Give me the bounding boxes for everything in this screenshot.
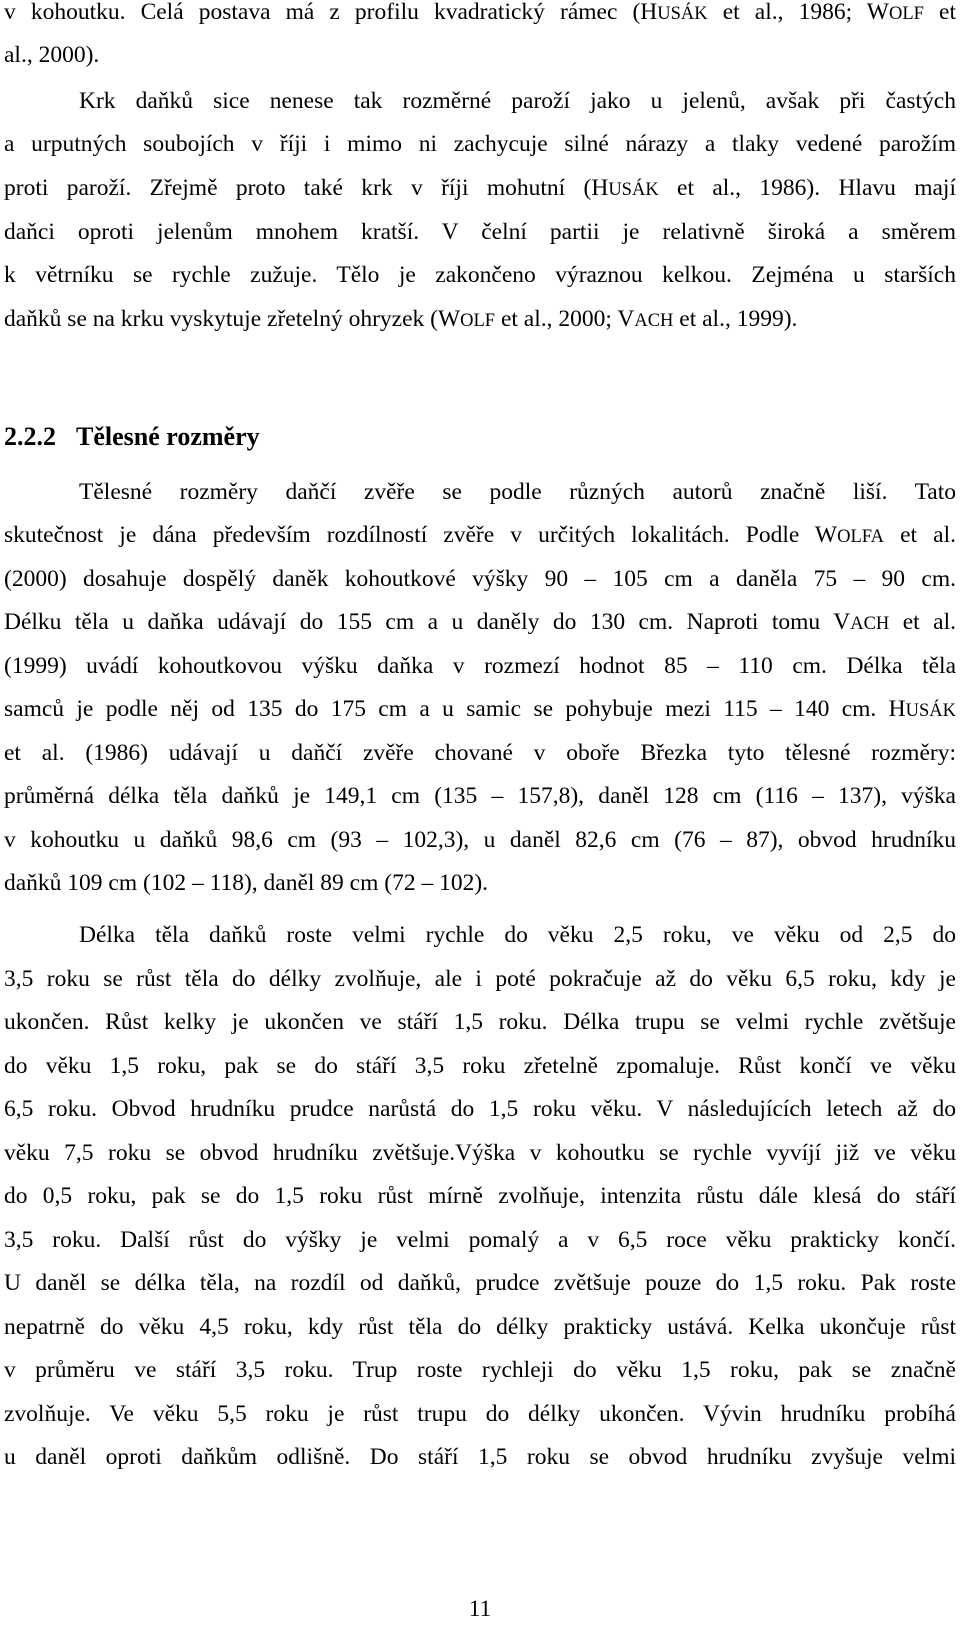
- paragraph-4-line-5: 6,5 roku. Obvod hrudníku prudce narůstá do 1,5 roku věku. V následujících letech až do: [4, 1096, 956, 1122]
- paragraph-2-line-6: daňků se na krku vyskytuje zřetelný ohryzek (WOLF et al., 2000; VACH et al., 1999).: [4, 306, 798, 332]
- paragraph-2-line-3: proti paroží. Zřejmě proto také krk v říji mohutní (HUSÁK et al., 1986). Hlavu mají: [4, 175, 956, 201]
- paragraph-3-line-8: průměrná délka těla daňků je 149,1 cm (135 – 157,8), daněl 128 cm (116 – 137), výška: [4, 783, 956, 809]
- paragraph-3-line-5: (1999) uvádí kohoutkovou výšku daňka v rozmezí hodnot 85 – 110 cm. Délka těla: [4, 653, 956, 679]
- paragraph-1-line-1: v kohoutku. Celá postava má z profilu kvadratický rámec (HUSÁK et al., 1986; WOLF et: [4, 0, 956, 25]
- paragraph-4-line-11: v průměru ve stáří 3,5 roku. Trup roste rychleji do věku 1,5 roku, pak se značně: [4, 1357, 956, 1383]
- paragraph-2-line-2: a urputných soubojích v říji i mimo ni zachycuje silné nárazy a tlaky vedené parožím: [4, 131, 956, 157]
- paragraph-2-line-5: k větrníku se rychle zužuje. Tělo je zakončeno výraznou kelkou. Zejména u starších: [4, 262, 956, 288]
- paragraph-4-line-9: U daněl se délka těla, na rozdíl od daňků, prudce zvětšuje pouze do 1,5 roku. Pak roste: [4, 1270, 956, 1296]
- paragraph-4-line-1: Délka těla daňků roste velmi rychle do věku 2,5 roku, ve věku od 2,5 do: [79, 922, 956, 948]
- paragraph-4-line-13: u daněl oproti daňkům odlišně. Do stáří 1,5 roku se obvod hrudníku zvyšuje velmi: [4, 1444, 956, 1470]
- paragraph-4-line-4: do věku 1,5 roku, pak se do stáří 3,5 roku zřetelně zpomaluje. Růst končí ve věku: [4, 1053, 956, 1079]
- paragraph-4-line-2: 3,5 roku se růst těla do délky zvolňuje, ale i poté pokračuje až do věku 6,5 roku, kdy je: [4, 966, 956, 992]
- paragraph-2-line-4: daňci oproti jelenům mnohem kratší. V čelní partii je relativně široká a směrem: [4, 219, 956, 245]
- paragraph-3-line-1: Tělesné rozměry daňčí zvěře se podle různých autorů značně liší. Tato: [79, 479, 956, 505]
- paragraph-4-line-6: věku 7,5 roku se obvod hrudníku zvětšuje.Výška v kohoutku se rychle vyvíjí již ve věku: [4, 1140, 956, 1166]
- paragraph-3-line-2: skutečnost je dána především rozdílností zvěře v určitých lokalitách. Podle WOLFA et al.: [4, 522, 956, 548]
- paragraph-4-line-10: nepatrně do věku 4,5 roku, kdy růst těla do délky prakticky ustává. Kelka ukončuje růst: [4, 1314, 956, 1340]
- page-number: 11: [468, 1596, 492, 1621]
- section-title: Tělesné rozměry: [76, 422, 260, 451]
- paragraph-2-line-1: Krk daňků sice nenese tak rozměrné paroží jako u jelenů, avšak při častých: [79, 88, 956, 114]
- section-number: 2.2.2: [4, 422, 56, 451]
- section-heading: [4, 419, 260, 455]
- paragraph-4-line-7: do 0,5 roku, pak se do 1,5 roku růst mírně zvolňuje, intenzita růstu dále klesá do stáří: [4, 1183, 956, 1209]
- paragraph-3-line-7: et al. (1986) udávají u daňčí zvěře chované v oboře Březka tyto tělesné rozměry:: [4, 740, 956, 766]
- paragraph-4-line-3: ukončen. Růst kelky je ukončen ve stáří 1,5 roku. Délka trupu se velmi rychle zvětšuje: [4, 1009, 956, 1035]
- paragraph-1-line-2: al., 2000).: [4, 42, 100, 68]
- paragraph-4-line-8: 3,5 roku. Další růst do výšky je velmi pomalý a v 6,5 roce věku prakticky končí.: [4, 1227, 956, 1253]
- paragraph-3-line-3: (2000) dosahuje dospělý daněk kohoutkové výšky 90 – 105 cm a daněla 75 – 90 cm.: [4, 566, 956, 592]
- paragraph-4-line-12: zvolňuje. Ve věku 5,5 roku je růst trupu do délky ukončen. Vývin hrudníku probíhá: [4, 1401, 956, 1427]
- paragraph-3-line-10: daňků 109 cm (102 – 118), daněl 89 cm (72 – 102).: [4, 870, 489, 896]
- paragraph-3-line-4: Délku těla u daňka udávají do 155 cm a u daněly do 130 cm. Naproti tomu VACH et al.: [4, 609, 957, 635]
- paragraph-3-line-6: samců je podle něj od 135 do 175 cm a u samic se pohybuje mezi 115 – 140 cm. HUSÁK: [4, 696, 956, 722]
- paragraph-3-line-9: v kohoutku u daňků 98,6 cm (93 – 102,3), u daněl 82,6 cm (76 – 87), obvod hrudníku: [4, 827, 956, 853]
